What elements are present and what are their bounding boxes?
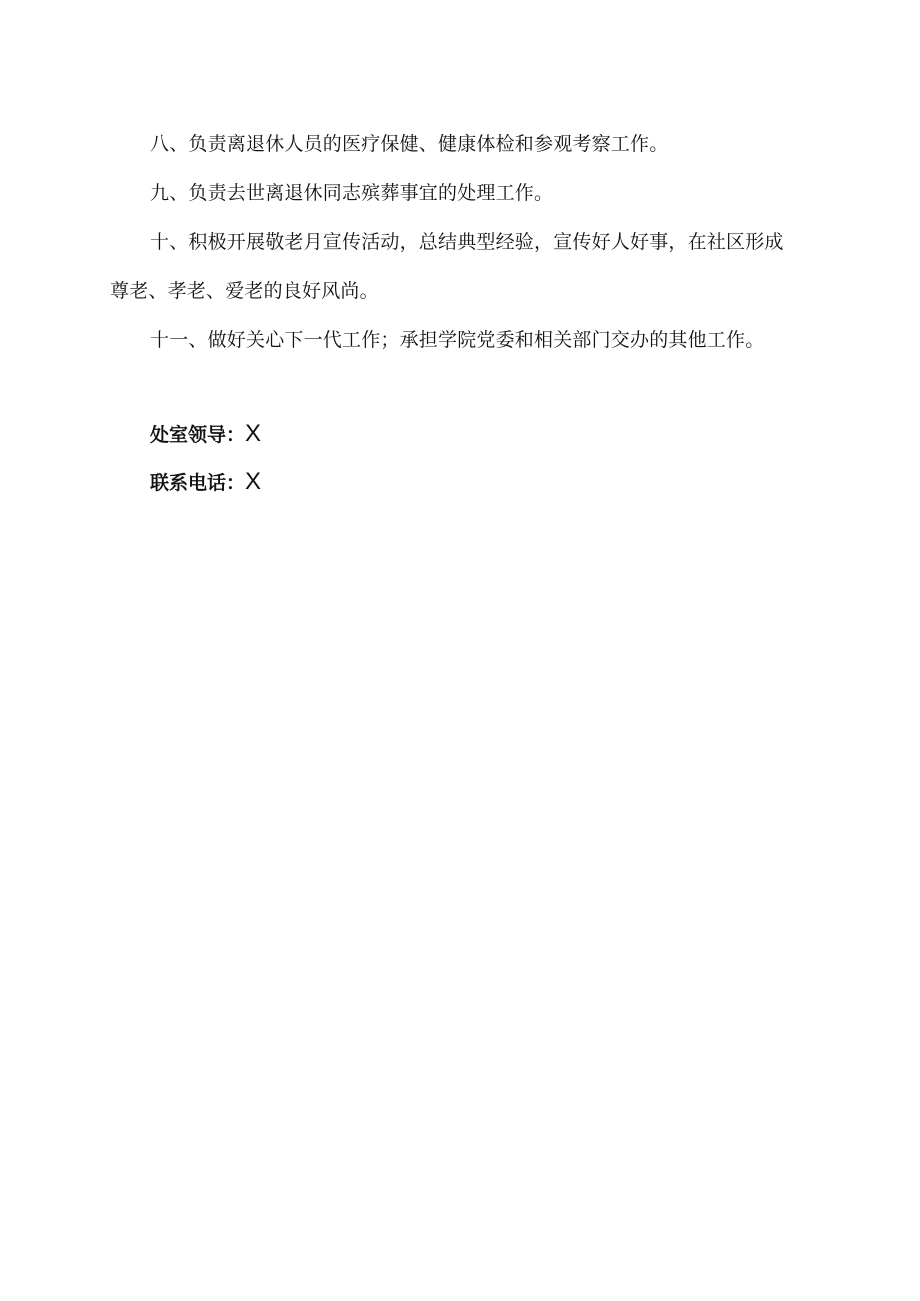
- duty-item-11: 十一、做好关心下一代工作；承担学院党委和相关部门交办的其他工作。: [150, 329, 765, 351]
- contact-phone-value: X: [245, 468, 262, 495]
- duty-item-8: 八、负责离退休人员的医疗保健、健康体检和参观考察工作。: [150, 133, 669, 155]
- duty-item-10: 十、积极开展敬老月宣传活动，总结典型经验，宣传好人好事，在社区形成尊老、孝老、爱老的良好风尚。: [110, 231, 784, 302]
- office-leader-line: [150, 419, 261, 450]
- office-leader-value: X: [245, 420, 262, 447]
- office-leader-label: 处室领导：: [150, 424, 246, 446]
- contact-phone-label: 联系电话：: [150, 472, 246, 494]
- duty-item-9: 九、负责去世离退休同志殡葬事宜的处理工作。: [150, 182, 554, 204]
- contact-phone-line: [150, 467, 261, 498]
